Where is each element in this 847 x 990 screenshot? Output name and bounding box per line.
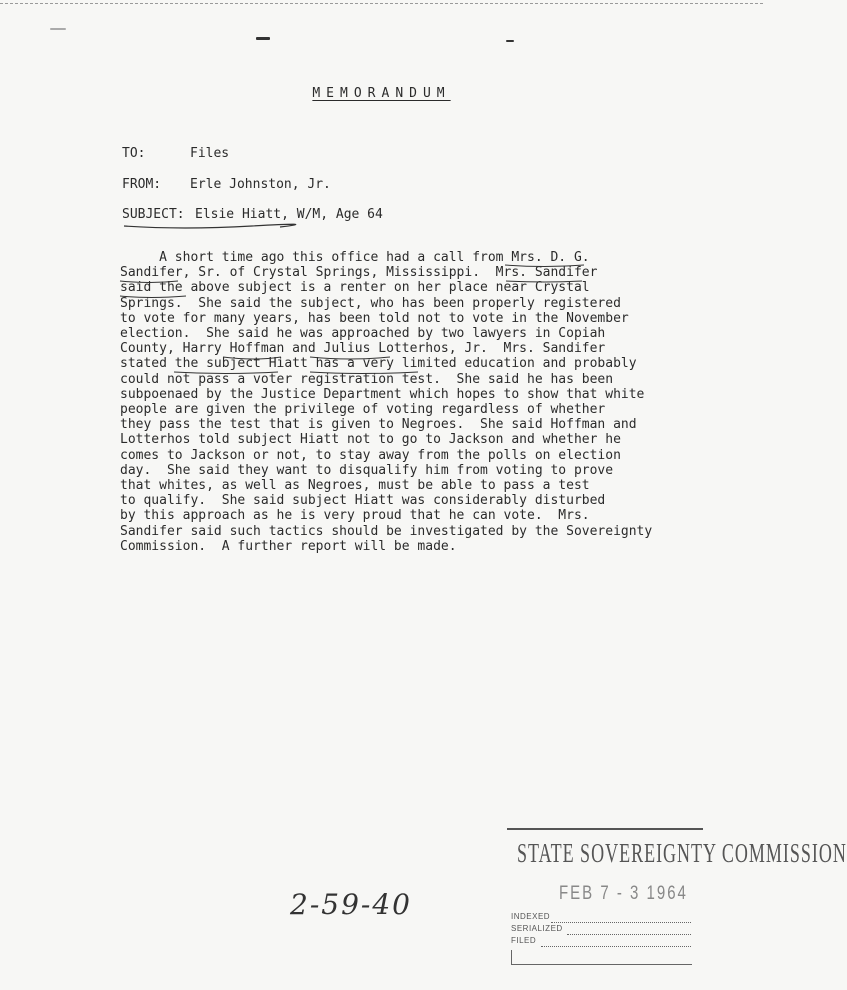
received-stamp	[507, 822, 847, 968]
memo-body-line: to qualify. She said subject Hiatt was considerably disturbed	[120, 493, 606, 509]
memo-body-line: to vote for many years, has been told not to vote in the November	[120, 310, 629, 326]
memo-title: MEMORANDUM	[312, 86, 451, 101]
memo-body-line: people are given the privilege of voting regardless of whether	[120, 402, 606, 418]
from-label: FROM:	[122, 177, 162, 192]
stamp-rule	[507, 828, 703, 830]
memo-body	[120, 250, 680, 554]
subject-underline	[122, 222, 282, 232]
memo-body-line: comes to Jackson or not, to stay away from the polls on election	[120, 447, 621, 463]
memo-body-line: Commission. A further report will be made.	[120, 538, 457, 554]
memo-body-line: subpoenaed by the Justice Department which hopes to show that white	[120, 386, 645, 402]
subject-value: Elsie Hiatt, W/M, Age 64	[195, 207, 383, 222]
stamp-dots	[551, 922, 691, 923]
memo-body-line: they pass the test that is given to Negroes. She said Hoffman and	[120, 417, 637, 433]
memo-body-line: said the above subject is a renter on her place near Crystal	[120, 280, 590, 296]
subject-label: SUBJECT:	[122, 207, 185, 222]
stamp-title: STATE SOVEREIGNTY COMMISSION	[517, 838, 847, 868]
top-rule	[0, 3, 763, 4]
handwritten-file-number: 2-59-40	[290, 888, 412, 921]
stamp-field-serialized: SERIALIZED	[511, 924, 563, 933]
to-label: TO:	[122, 146, 146, 161]
memo-body-line: A short time ago this office had a call from Mrs. D. G.	[120, 250, 590, 265]
memo-body-line: stated the subject Hiatt has a very limited education and probably	[120, 356, 637, 372]
stamp-box	[511, 950, 692, 965]
memo-body-line: Springs. She said the subject, who has been properly registered	[120, 295, 621, 311]
memo-body-line: Sandifer said such tactics should be investigated by the Sovereignty	[120, 523, 653, 539]
scan-speck	[256, 37, 270, 40]
to-value: Files	[190, 146, 230, 161]
memo-body-line: could not pass a voter registration test. She said he has been	[120, 371, 614, 387]
memo-body-line: Sandifer, Sr. of Crystal Springs, Mississippi. Mrs. Sandifer	[120, 265, 598, 281]
stamp-dots	[567, 934, 691, 935]
memo-body-line: election. She said he was approached by two lawyers in Copiah	[120, 326, 606, 342]
stamp-date: FEB 7 - 3 1964	[559, 882, 688, 905]
stamp-field-indexed: INDEXED	[511, 912, 551, 921]
memo-body-line: that whites, as well as Negroes, must be able to pass a test	[120, 478, 590, 494]
memo-body-line: by this approach as he is very proud that he can vote. Mrs.	[120, 508, 590, 524]
memo-body-line: day. She said they want to disqualify him from voting to prove	[120, 462, 614, 478]
memo-body-line: Lotterhos told subject Hiatt not to go to Jackson and whether he	[120, 432, 621, 448]
scan-speck	[506, 40, 514, 42]
scan-speck	[50, 28, 66, 30]
stamp-dots	[541, 946, 691, 947]
memo-body-line: County, Harry Hoffman and Julius Lotterhos, Jr. Mrs. Sandifer	[120, 341, 606, 357]
stamp-field-filed: FILED	[511, 936, 537, 945]
from-value: Erle Johnston, Jr.	[190, 177, 331, 192]
